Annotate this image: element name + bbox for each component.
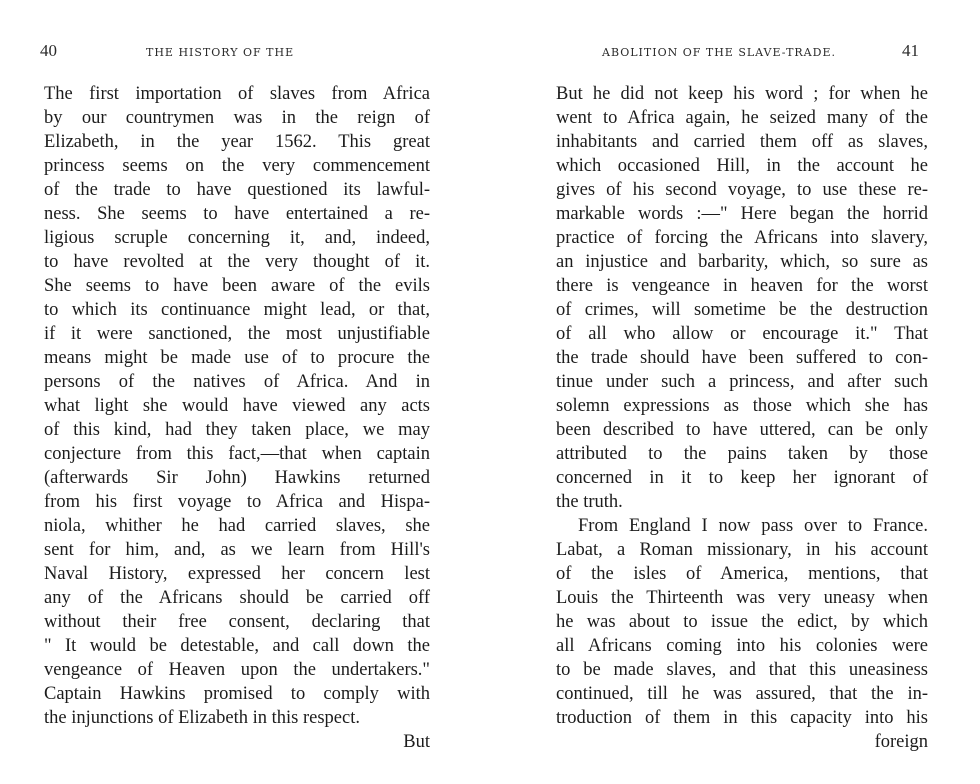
text-line: inhabitants and carried them off as slaves, bbox=[556, 132, 928, 152]
text-line: of crimes, will sometime be the destruction bbox=[556, 300, 928, 320]
text-line: Louis the Thirteenth was very uneasy when bbox=[556, 588, 928, 608]
text-line: conjecture from this fact,—that when captain bbox=[44, 444, 430, 464]
text-line: " It would be detestable, and call down the bbox=[44, 636, 430, 656]
text-line: the trade should have been suffered to con- bbox=[556, 348, 928, 368]
text-line: The first importation of slaves from Africa bbox=[44, 84, 430, 104]
text-line: (afterwards Sir John) Hawkins returned bbox=[44, 468, 430, 488]
catchword: foreign bbox=[874, 732, 928, 752]
text-line: an injustice and barbarity, which, so sure as bbox=[556, 252, 928, 272]
text-line: of the isles of America, mentions, that bbox=[556, 564, 928, 584]
text-line: solemn expressions as those which she has bbox=[556, 396, 928, 416]
catchword: But bbox=[403, 732, 430, 752]
text-line: of this kind, had they taken place, we may bbox=[44, 420, 430, 440]
text-line: Captain Hawkins promised to comply with bbox=[44, 684, 430, 704]
text-line: which occasioned Hill, in the account he bbox=[556, 156, 928, 176]
text-line: the truth. bbox=[556, 492, 623, 512]
text-line: From England I now pass over to France. bbox=[578, 516, 928, 536]
body-text bbox=[556, 82, 928, 754]
text-line: But he did not keep his word ; for when he bbox=[556, 84, 928, 104]
text-line: from his first voyage to Africa and Hispa- bbox=[44, 492, 430, 512]
text-line: practice of forcing the Africans into slavery, bbox=[556, 228, 928, 248]
text-line: gives of his second voyage, to use these re- bbox=[556, 180, 928, 200]
text-line: been described to have uttered, can be only bbox=[556, 420, 928, 440]
text-line: ligious scruple concerning it, and, indeed, bbox=[44, 228, 430, 248]
text-line: Naval History, expressed her concern lest bbox=[44, 564, 430, 584]
right-page bbox=[490, 0, 980, 784]
text-line: continued, till he was assured, that the in- bbox=[556, 684, 928, 704]
text-line: to which its continuance might lead, or that, bbox=[44, 300, 430, 320]
text-line: any of the Africans should be carried off bbox=[44, 588, 430, 608]
text-line: troduction of them in this capacity into his bbox=[556, 708, 928, 728]
text-line: attributed to the pains taken by those bbox=[556, 444, 928, 464]
text-line: vengeance of Heaven upon the undertakers." bbox=[44, 660, 430, 680]
text-line: persons of the natives of Africa. And in bbox=[44, 372, 430, 392]
text-line: ness. She seems to have entertained a re- bbox=[44, 204, 430, 224]
text-line: Labat, a Roman missionary, in his account bbox=[556, 540, 928, 560]
text-line: of the trade to have questioned its lawful- bbox=[44, 180, 430, 200]
running-head: ABOLITION OF THE SLAVE-TRADE. bbox=[602, 46, 836, 59]
text-line: the injunctions of Elizabeth in this respect. bbox=[44, 708, 360, 728]
page-number: 41 bbox=[902, 41, 919, 60]
text-line: by our countrymen was in the reign of bbox=[44, 108, 430, 128]
text-line: means might be made use of to procure the bbox=[44, 348, 430, 368]
text-line: princess seems on the very commencement bbox=[44, 156, 430, 176]
text-line: markable words :—" Here began the horrid bbox=[556, 204, 928, 224]
text-line: sent for him, and, as we learn from Hill's bbox=[44, 540, 430, 560]
text-line: She seems to have been aware of the evils bbox=[44, 276, 430, 296]
text-line: of all who allow or encourage it." That bbox=[556, 324, 928, 344]
page-number: 40 bbox=[40, 41, 57, 60]
body-text bbox=[44, 82, 430, 754]
text-line: to have revolted at the very thought of it. bbox=[44, 252, 430, 272]
text-line: what light she would have viewed any acts bbox=[44, 396, 430, 416]
text-line: niola, whither he had carried slaves, she bbox=[44, 516, 430, 536]
running-head: THE HISTORY OF THE bbox=[146, 46, 295, 59]
text-line: there is vengeance in heaven for the worst bbox=[556, 276, 928, 296]
text-line: without their free consent, declaring that bbox=[44, 612, 430, 632]
text-line: Elizabeth, in the year 1562. This great bbox=[44, 132, 430, 152]
text-line: all Africans coming into his colonies were bbox=[556, 636, 928, 656]
text-line: to be made slaves, and that this uneasiness bbox=[556, 660, 928, 680]
text-line: he was about to issue the edict, by which bbox=[556, 612, 928, 632]
text-line: if it were sanctioned, the most unjustifiable bbox=[44, 324, 430, 344]
text-line: went to Africa again, he seized many of the bbox=[556, 108, 928, 128]
text-line: tinue under such a princess, and after such bbox=[556, 372, 928, 392]
text-line: concerned in it to keep her ignorant of bbox=[556, 468, 928, 488]
